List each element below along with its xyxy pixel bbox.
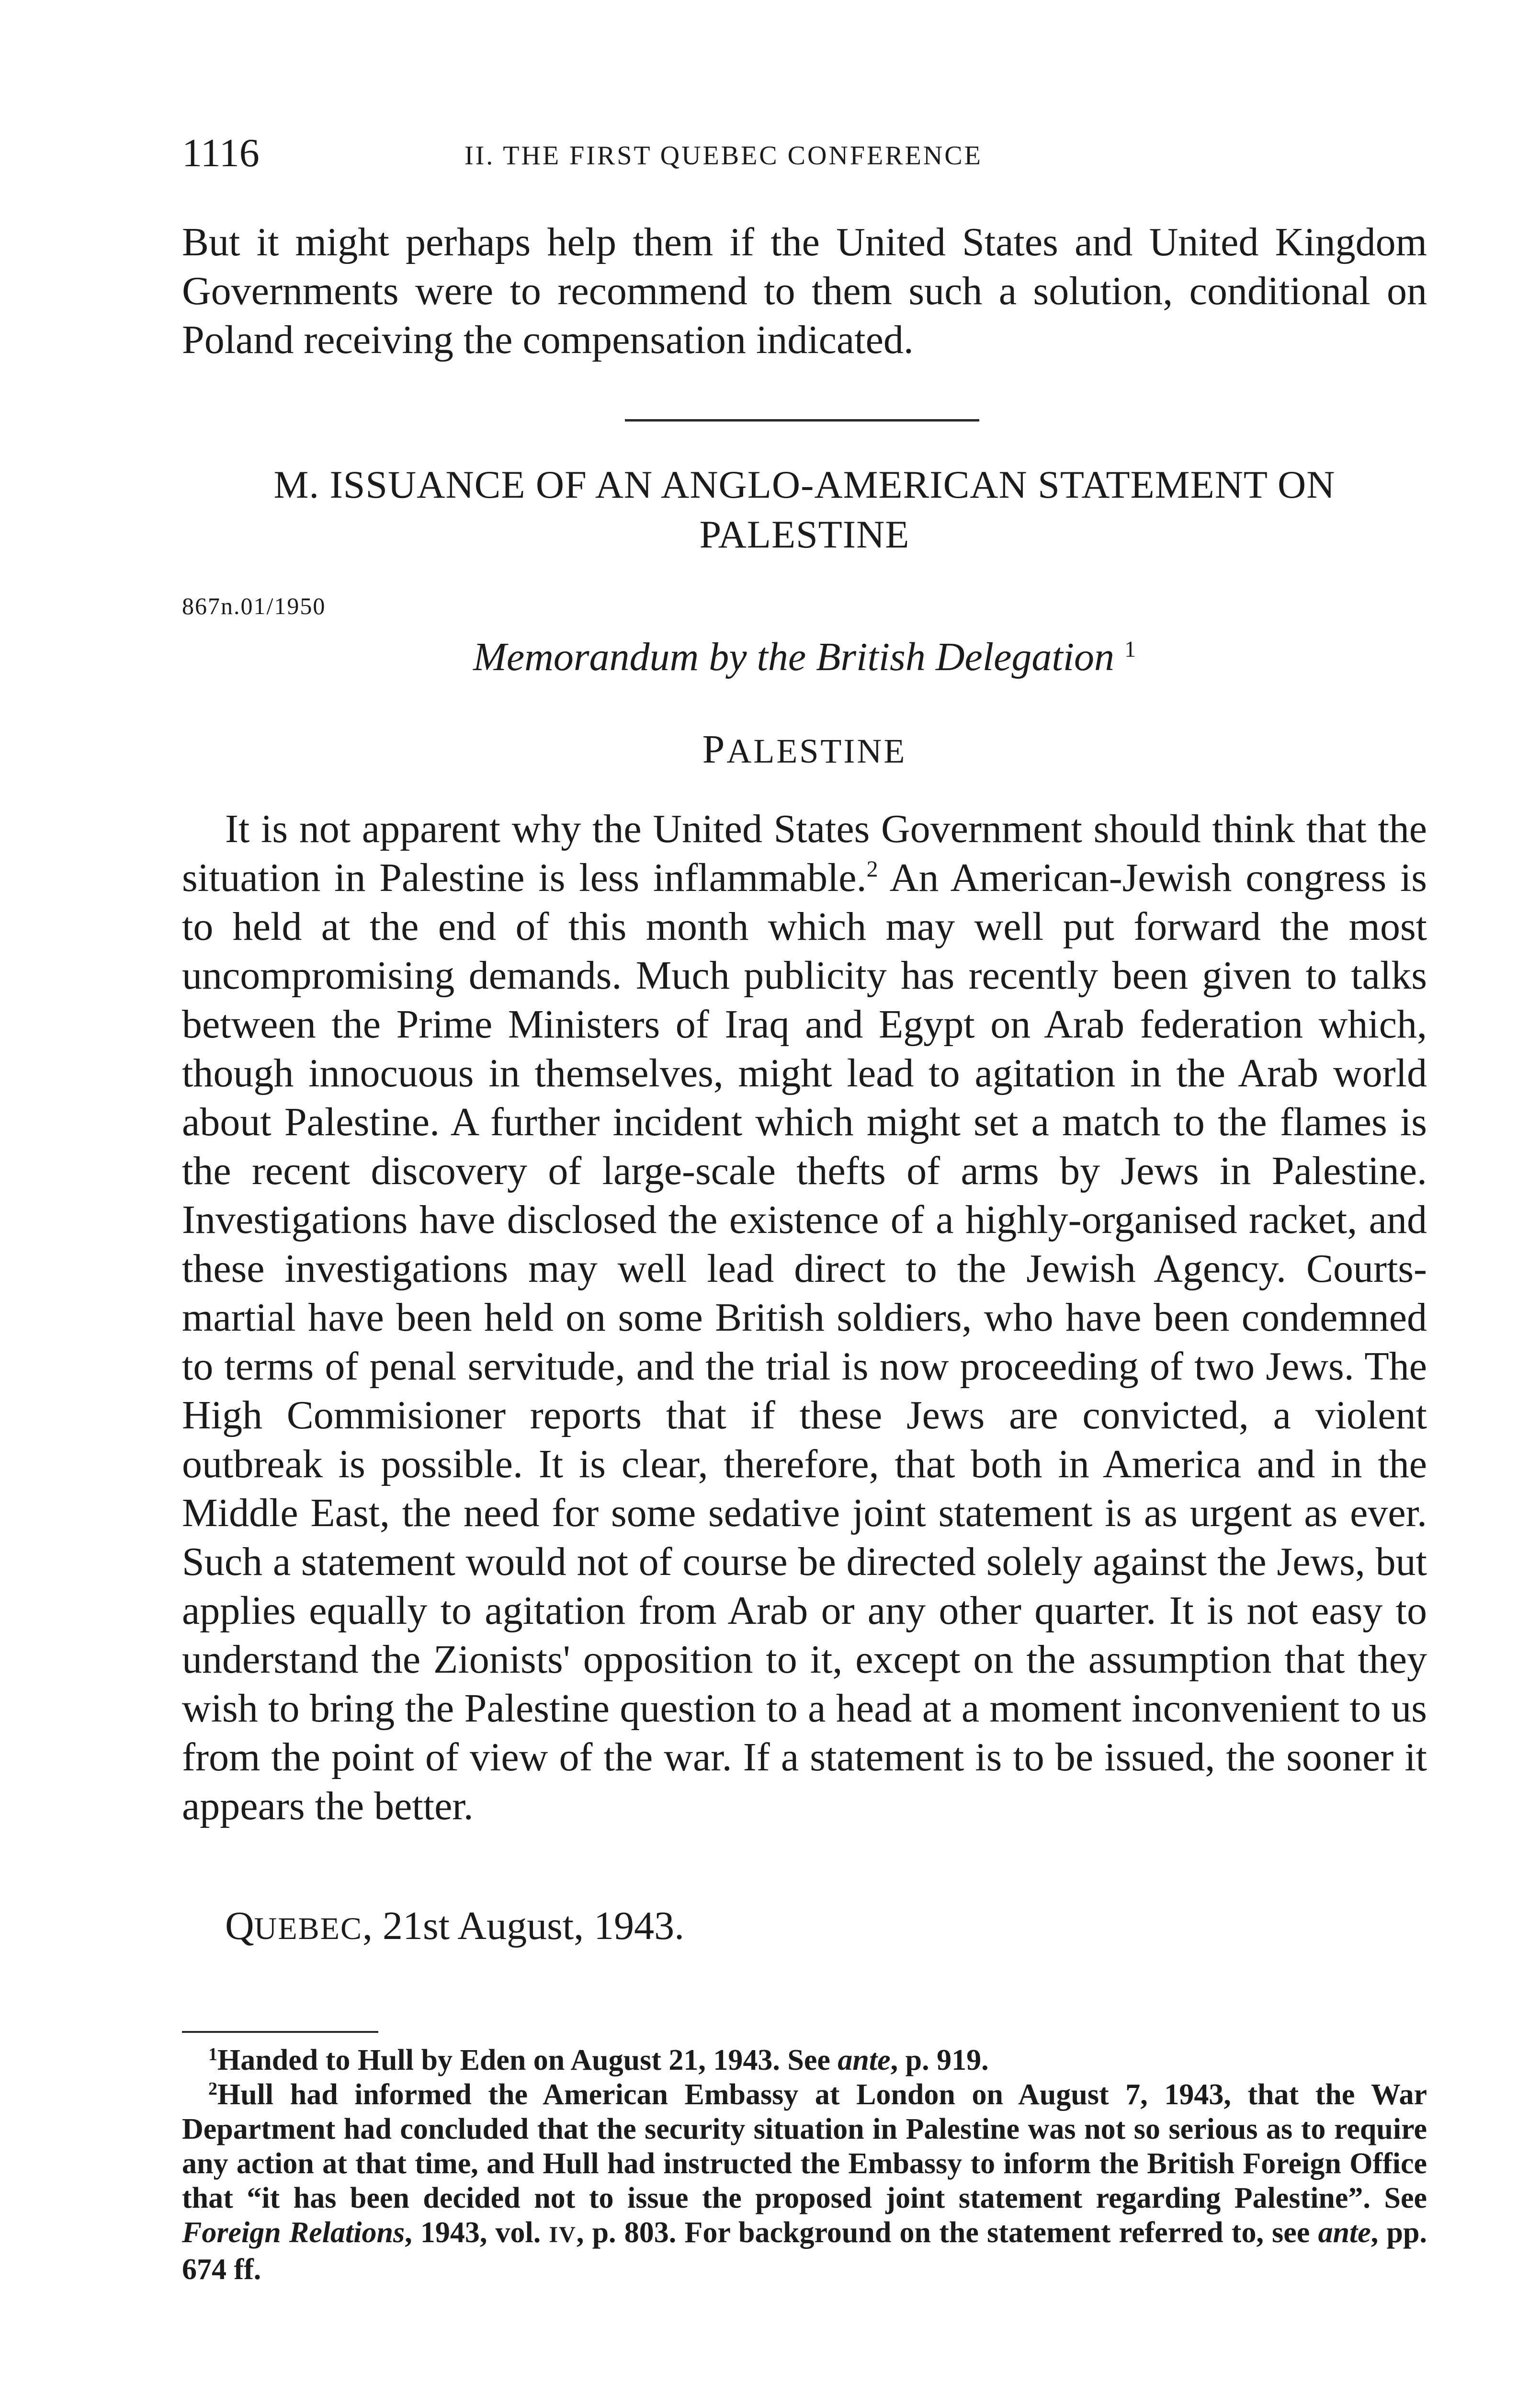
file-number: 867n.01/1950 [182, 593, 326, 619]
footnotes [182, 2043, 1427, 2287]
subheading-palestine [182, 728, 1427, 773]
page-number: 1116 [182, 131, 260, 175]
dateline-place-rest: UEBEC [254, 1911, 363, 1946]
dateline-date: , 21st August, 1943. [362, 1904, 685, 1948]
footnote-marker: 2 [208, 2079, 217, 2099]
dateline [225, 1902, 684, 1953]
body-text-part-2: An American-Jewish congress is to held at the end of this month which may well put forward the most uncompromising demands. Much publicity has recently been given to talks between the Prime Ministers of Iraq and Egypt on Arab federation which, though innocuous in themselves, might lead to agitation in the Arab world about Palestine. A further incident which might set a match to the flames is the recent discovery of large-scale thefts of arms by Jews in Palestine. Investigations have disclosed the existence of a highly-organised racket, and these investigations may well lead direct to the Jewish Agency. Courts-martial have been held on some British soldiers, who have been condemned to terms of penal servitude, and the trial is now proceeding of two Jews. The High Commisioner reports that if these Jews are convicted, a violent outbreak is possible. It is clear, therefore, that both in America and in the Middle East, the need for some sedative joint statement is as urgent as ever. Such a statement would not of course be directed solely against the Jews, but applies equally to agitation from Arab or any other quarter. It is not easy to understand the Zionists' opposition to it, except on the assumption that they wish to bring the Palestine question to a head at a moment inconvenient to us from the point of view of the war. If a statement is to be issued, the sooner it appears the better. [182, 855, 1427, 1828]
section-heading-line-2: PALESTINE [699, 513, 910, 556]
continuation-paragraph: But it might perhaps help them if the United States and United Kingdom Governments were to recommend to them such a solution, conditional on Poland receiving the compensation indicated. [182, 220, 1427, 362]
footnote-1 [182, 2043, 1427, 2077]
section-divider [625, 419, 979, 422]
footnote-text: , 1943, vol. [405, 2216, 549, 2249]
body-text-part-1: It is not apparent why the United States Government should think that the situation in Palestine is less inflammable. [182, 807, 1427, 900]
footnote-italic: ante [838, 2044, 891, 2076]
footnote-divider [182, 2031, 378, 2033]
footnote-text: , pp. 674 ff. [182, 2216, 1427, 2286]
page-header [182, 129, 1427, 177]
section-heading-line-1: M. ISSUANCE OF AN ANGLO-AMERICAN STATEMENT ON [273, 463, 1336, 506]
subheading-rest: ALESTINE [726, 732, 907, 770]
section-heading [182, 460, 1427, 559]
memo-title-text: Memorandum by the British Delegation [473, 635, 1115, 679]
dateline-place-initial: Q [225, 1904, 254, 1948]
footnote-ref-1: 1 [1124, 637, 1136, 662]
footnote-2 [182, 2077, 1427, 2287]
footnote-text: Handed to Hull by Eden on August 21, 1943. See [217, 2044, 838, 2076]
running-head: II. THE FIRST QUEBEC CONFERENCE [464, 141, 983, 171]
subheading-initial: P [702, 727, 727, 772]
footnote-text: , p. 919. [890, 2044, 989, 2076]
memo-body-paragraph [182, 805, 1427, 1831]
memo-title [182, 632, 1427, 682]
footnote-marker: 1 [208, 2044, 217, 2064]
footnote-italic: ante [1318, 2216, 1371, 2249]
footnote-text: , p. 803. For background on the statement referred to, see [576, 2216, 1318, 2249]
footnote-ref-2: 2 [866, 856, 878, 882]
footnote-text: Hull had informed the American Embassy at London on August 7, 1943, that the War Department had concluded that the security situation in Palestine was not so serious as to require any action at that time, and Hull had instructed the Embassy to inform the British Foreign Office that “it has been decided not to issue the proposed joint statement regarding Palestine”. See [182, 2078, 1427, 2214]
footnote-italic: Foreign Relations [182, 2216, 405, 2249]
footnote-volume: IV [549, 2222, 577, 2247]
